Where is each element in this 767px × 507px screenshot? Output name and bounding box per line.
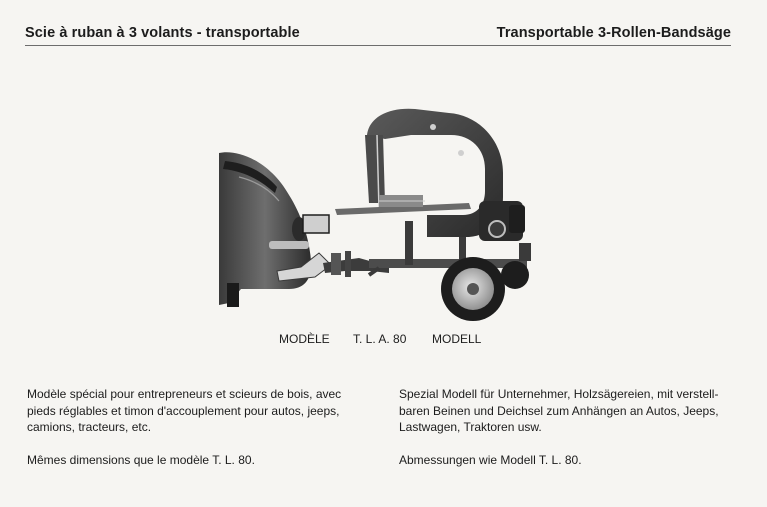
caption-label-french: MODÈLE: [279, 332, 330, 346]
french-text-line: pieds réglables et timon d'accouplement pour autos, jeeps,: [27, 403, 340, 418]
header-title-french: Scie à ruban à 3 volants - transportable: [25, 25, 300, 41]
french-text-line: camions, tracteurs, etc.: [27, 420, 152, 434]
german-text-line: baren Beinen und Deichsel zum Anhängen an Autos, Jeeps,: [399, 403, 719, 418]
french-text-line: Mêmes dimensions que le modèle T. L. 80.: [27, 452, 255, 467]
french-text-line: Modèle spécial pour entrepreneurs et scieurs de bois, avec: [27, 387, 342, 401]
german-text-line: Abmessungen wie Modell T. L. 80.: [399, 452, 582, 467]
german-text-line: Lastwagen, Traktoren usw.: [399, 420, 542, 434]
description-german: [399, 386, 744, 468]
description-french: [27, 386, 372, 468]
header-divider: [25, 45, 731, 46]
header-title-german: Transportable 3-Rollen-Bandsäge: [496, 25, 731, 41]
caption-model-number: T. L. A. 80: [353, 332, 407, 346]
german-text-line: Spezial Modell für Unternehmer, Holzsägereien, mit verstell-: [399, 387, 719, 401]
caption-label-german: MODELL: [432, 332, 482, 346]
bandsaw-trailer-photo: [219, 105, 531, 327]
